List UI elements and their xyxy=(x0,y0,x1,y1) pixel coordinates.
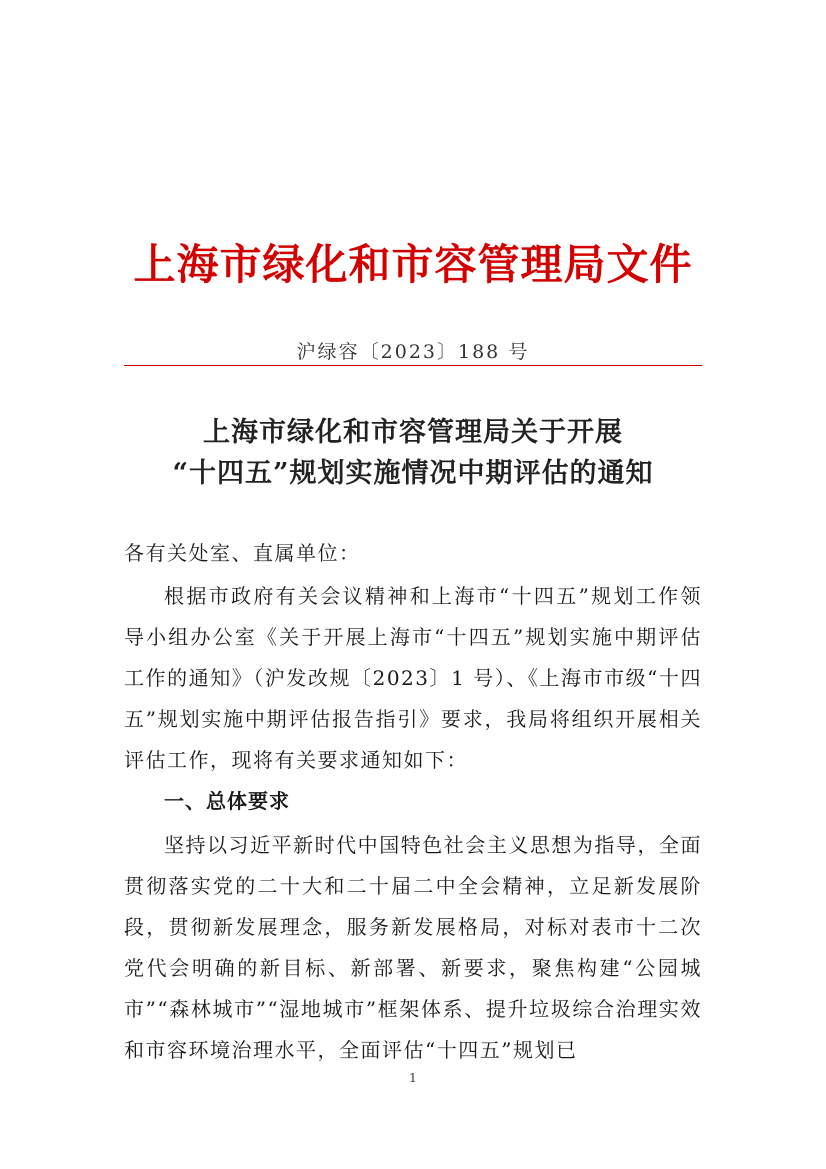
salutation: 各有关处室、直属单位： xyxy=(124,541,361,565)
document-number: 沪绿容〔2023〕188 号 xyxy=(296,341,530,363)
issuer-header: 上海市绿化和市容管理局文件 xyxy=(133,240,693,289)
section-heading-1: 一、总体要求 xyxy=(164,789,290,813)
document-title-line-2: “十四五”规划实施情况中期评估的通知 xyxy=(172,458,654,489)
body-paragraph-1: 根据市政府有关会议精神和上海市“十四五”规划工作领导小组办公室《关于开展上海市“十四五”规划实施中期评估工作的通知》（沪发改规〔2023〕1 号）、《上海市市级“十四五”规划实施中期评估报告指引》要求，我局将组织开展相关评估工作，现将有关要求通知如下： xyxy=(124,584,702,772)
document-title-line-1: 上海市绿化和市容管理局关于开展 xyxy=(203,417,623,448)
page-number: 1 xyxy=(409,1071,417,1085)
body-paragraph-2: 坚持以习近平新时代中国特色社会主义思想为指导，全面贯彻落实党的二十大和二十届二中全会精神，立足新发展阶段，贯彻新发展理念，服务新发展格局，对标对表市十二次党代会明确的新目标、新部署、新要求，聚焦构建“公园城市”“森林城市”“湿地城市”框架体系、提升垃圾综合治理实效和市容环境治理水平，全面评估“十四五”规划已 xyxy=(124,833,702,1062)
red-divider-line xyxy=(124,365,702,366)
